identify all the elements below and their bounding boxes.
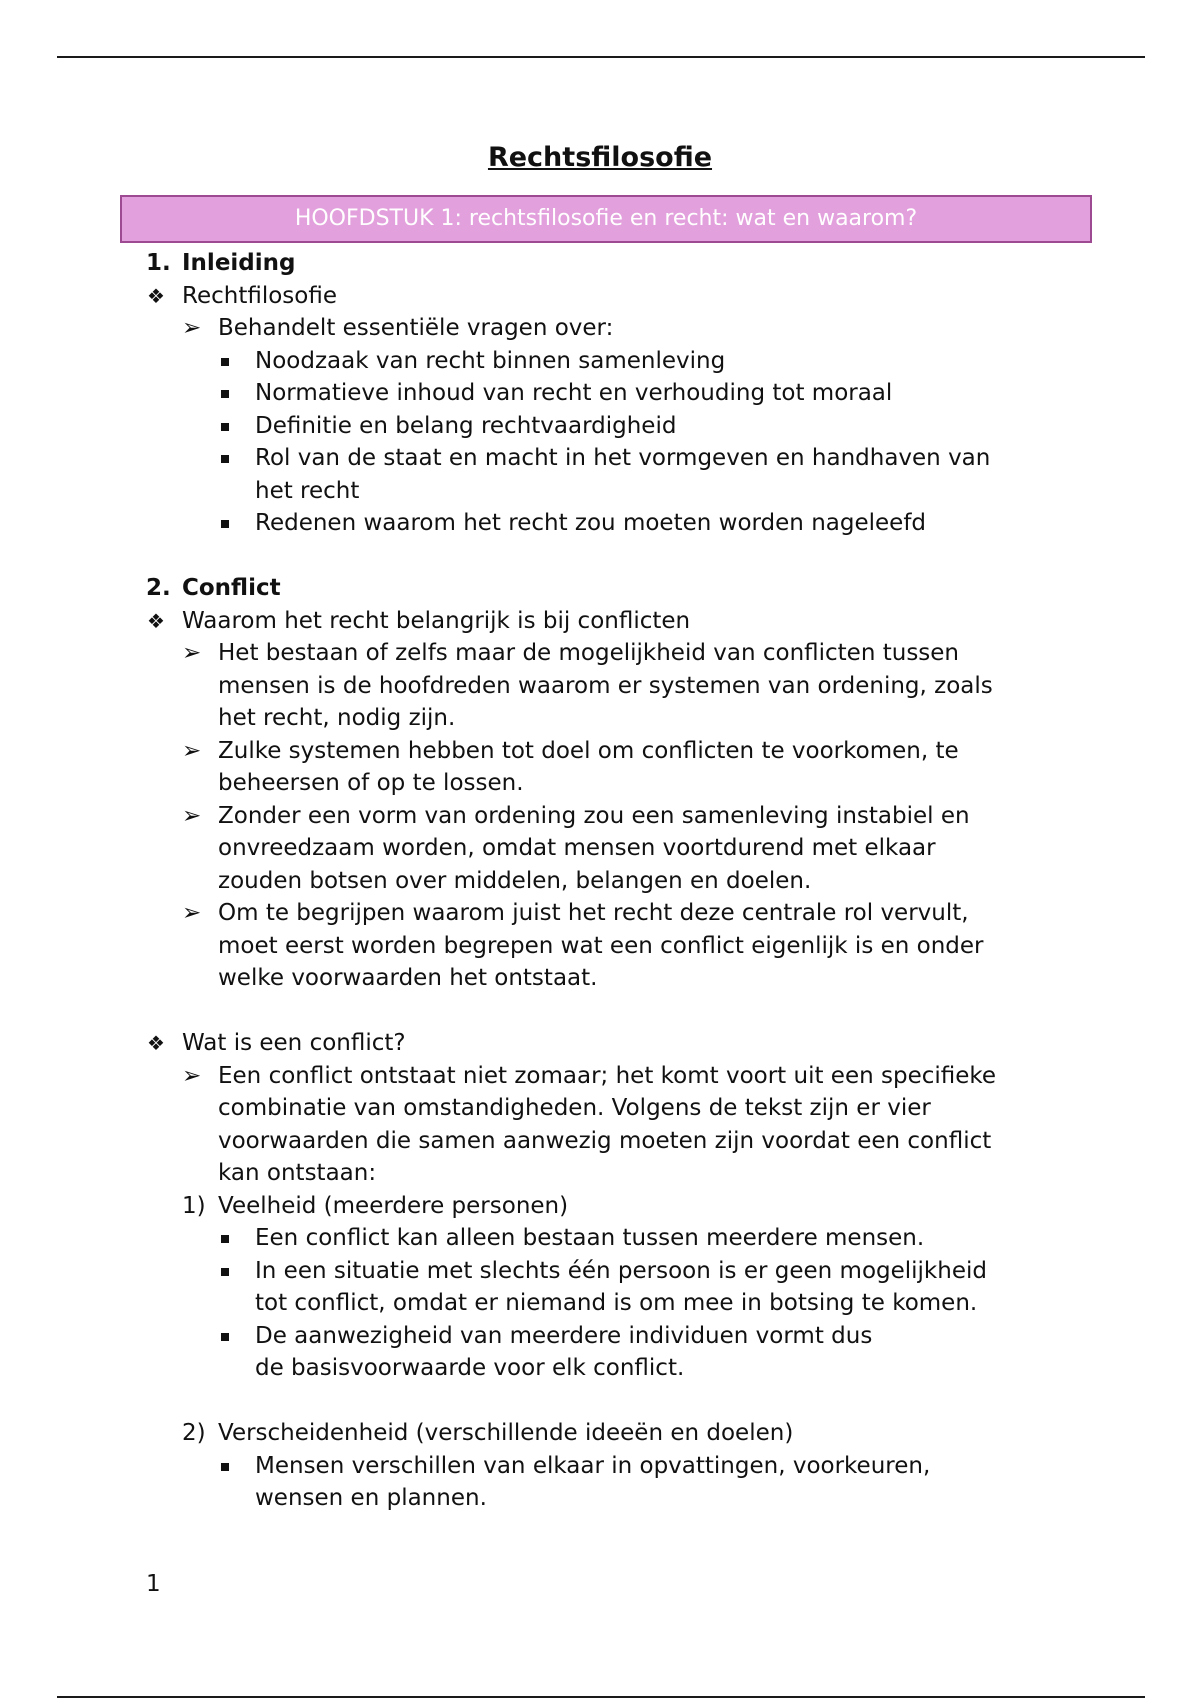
list-item	[0, 442, 1200, 475]
arrow-bullet-icon: ➢	[182, 737, 202, 764]
list-item-text: beheersen of op te lossen.	[218, 770, 524, 796]
square-bullet-icon	[221, 1463, 229, 1471]
list-item-text: Noodzaak van recht binnen samenleving	[255, 347, 726, 374]
list-item	[0, 345, 1200, 378]
list-item-text: combinatie van omstandigheden. Volgens de tekst zijn er vier	[218, 1095, 931, 1121]
list-item-text: tot conflict, omdat er niemand is om mee in botsing te komen.	[255, 1290, 978, 1316]
list-item-continuation	[0, 1352, 1200, 1385]
list-item	[0, 280, 1200, 313]
list-item	[0, 507, 1200, 540]
section-heading	[0, 247, 1200, 280]
list-item	[0, 1320, 1200, 1353]
item-number: 2)	[182, 1420, 206, 1446]
diamond-bullet-icon: ❖	[147, 283, 165, 308]
list-item-text: Normatieve inhoud van recht en verhouding tot moraal	[255, 380, 893, 406]
list-item	[0, 800, 1200, 833]
section-number: 2.	[146, 575, 171, 601]
list-item-text: de basisvoorwaarde voor elk conflict.	[255, 1355, 685, 1381]
footer-rule	[57, 1696, 1145, 1698]
numbered-item	[0, 1417, 1200, 1450]
arrow-bullet-icon: ➢	[182, 640, 202, 666]
list-item-text: Een conflict ontstaat niet zomaar; het komt voort uit een specifieke	[218, 1062, 997, 1089]
header-rule	[57, 56, 1145, 58]
list-item	[0, 1255, 1200, 1288]
section-title: Inleiding	[182, 250, 296, 276]
list-item-text: Zonder een vorm van ordening zou een samenleving instabiel en	[218, 802, 970, 829]
list-item-text: kan ontstaan:	[218, 1160, 377, 1186]
section-number: 1.	[146, 250, 171, 276]
list-item	[0, 1450, 1200, 1483]
list-item-text: Een conflict kan alleen bestaan tussen meerdere mensen.	[255, 1225, 925, 1251]
list-item-text: mensen is de hoofdreden waarom er systemen van ordening, zoals	[218, 672, 993, 699]
list-item-text: Om te begrijpen waarom juist het recht deze centrale rol vervult,	[218, 900, 969, 926]
list-item-text: Wat is een conflict?	[182, 1030, 406, 1056]
list-item-text: Waarom het recht belangrijk is bij conflicten	[182, 607, 691, 634]
square-bullet-icon	[221, 390, 229, 398]
list-item-text: Redenen waarom het recht zou moeten worden nageleefd	[255, 510, 927, 536]
list-item-continuation	[0, 832, 1200, 865]
square-bullet-icon	[221, 1333, 229, 1341]
list-item	[0, 1027, 1200, 1060]
list-item	[0, 735, 1200, 768]
arrow-bullet-icon: ➢	[182, 802, 202, 829]
list-item-continuation	[0, 702, 1200, 735]
list-item-continuation	[0, 930, 1200, 963]
square-bullet-icon	[221, 1268, 229, 1276]
list-item-text: Het bestaan of zelfs maar de mogelijkheid van conflicten tussen	[218, 640, 960, 666]
list-item-continuation	[0, 865, 1200, 898]
list-item-continuation	[0, 767, 1200, 800]
square-bullet-icon	[221, 455, 229, 463]
section-heading	[0, 572, 1200, 605]
list-item-continuation	[0, 670, 1200, 703]
list-item	[0, 1222, 1200, 1255]
list-item-text: De aanwezigheid van meerdere individuen vormt dus	[255, 1322, 873, 1349]
list-item-text: het recht, nodig zijn.	[218, 705, 456, 731]
list-item-text: In een situatie met slechts één persoon is er geen mogelijkheid	[255, 1257, 987, 1284]
list-item-text: moet eerst worden begrepen wat een conflict eigenlijk is en onder	[218, 932, 984, 959]
chapter-banner: HOOFDSTUK 1: rechtsfilosofie en recht: wat en waarom?	[120, 195, 1092, 243]
list-item-continuation	[0, 1125, 1200, 1158]
list-item-text: wensen en plannen.	[255, 1485, 487, 1511]
section-title: Conflict	[182, 575, 281, 601]
item-number: 1)	[182, 1192, 206, 1219]
arrow-bullet-icon: ➢	[182, 1062, 202, 1089]
list-item-text: Rol van de staat en macht in het vormgeven en handhaven van	[255, 445, 991, 471]
diamond-bullet-icon: ❖	[147, 608, 165, 633]
list-item-text: Definitie en belang rechtvaardigheid	[255, 412, 677, 439]
list-item	[0, 897, 1200, 930]
list-item	[0, 1060, 1200, 1093]
list-item	[0, 637, 1200, 670]
list-item-continuation	[0, 1287, 1200, 1320]
arrow-bullet-icon: ➢	[182, 900, 202, 926]
page-number: 1	[146, 1571, 161, 1597]
list-item-text: Rechtfilosofie	[182, 282, 337, 309]
list-item-continuation	[0, 1157, 1200, 1190]
list-item	[0, 410, 1200, 443]
list-item-text: Veelheid (meerdere personen)	[218, 1192, 569, 1219]
square-bullet-icon	[221, 423, 229, 431]
square-bullet-icon	[221, 1235, 229, 1243]
list-item	[0, 312, 1200, 345]
list-item-continuation	[0, 1482, 1200, 1515]
arrow-bullet-icon: ➢	[182, 315, 202, 341]
list-item-continuation	[0, 475, 1200, 508]
list-item-text: onvreedzaam worden, omdat mensen voortdurend met elkaar	[218, 835, 936, 861]
list-item-continuation	[0, 962, 1200, 995]
numbered-item	[0, 1190, 1200, 1223]
document-body	[0, 247, 1200, 1515]
document-title: Rechtsfilosofie	[487, 142, 713, 173]
square-bullet-icon	[221, 358, 229, 366]
list-item-text: voorwaarden die samen aanwezig moeten zijn voordat een conflict	[218, 1127, 992, 1154]
list-item-text: Zulke systemen hebben tot doel om conflicten te voorkomen, te	[218, 737, 959, 764]
list-item-text: het recht	[255, 477, 360, 504]
list-item	[0, 605, 1200, 638]
diamond-bullet-icon: ❖	[147, 1031, 165, 1055]
list-item-text: zouden botsen over middelen, belangen en doelen.	[218, 867, 812, 894]
list-item-text: Verscheidenheid (verschillende ideeën en doelen)	[218, 1420, 794, 1446]
list-item-text: welke voorwaarden het ontstaat.	[218, 965, 598, 991]
list-item-continuation	[0, 1092, 1200, 1125]
list-item-text: Mensen verschillen van elkaar in opvattingen, voorkeuren,	[255, 1452, 931, 1479]
list-item-text: Behandelt essentiële vragen over:	[218, 315, 614, 341]
list-item	[0, 377, 1200, 410]
square-bullet-icon	[221, 520, 229, 528]
